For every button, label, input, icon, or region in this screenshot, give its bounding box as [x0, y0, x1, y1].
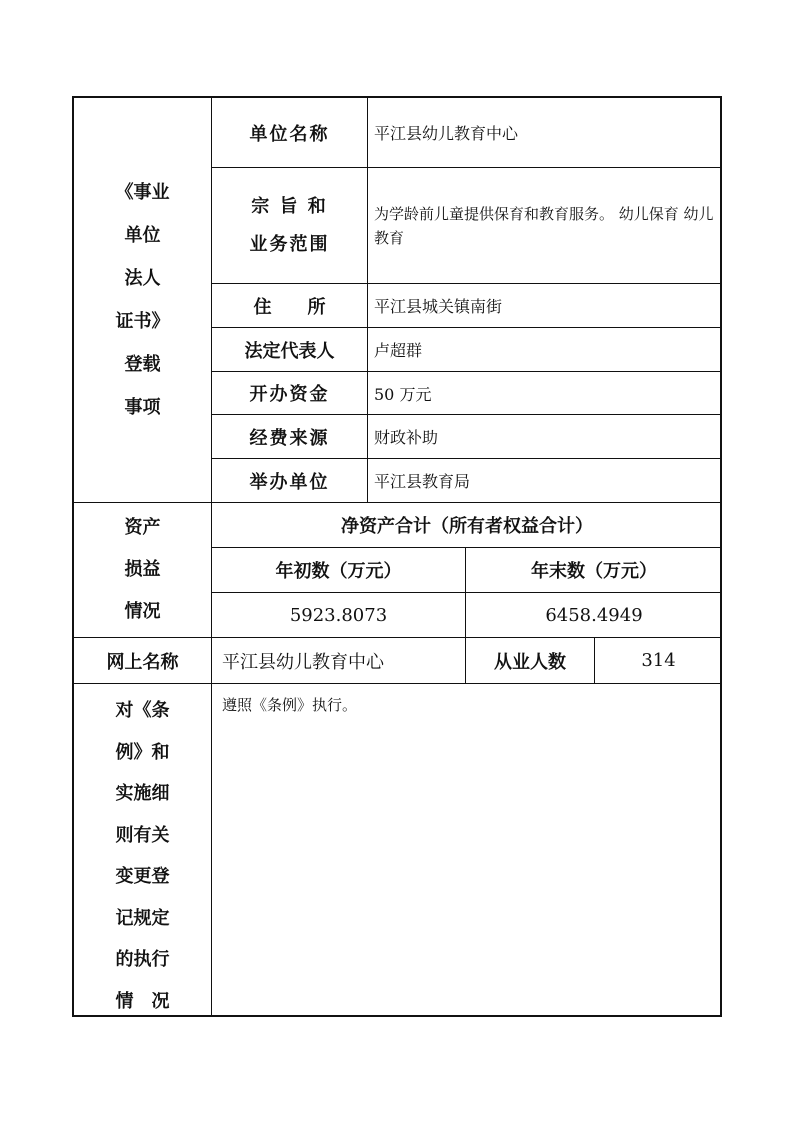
registration-form [72, 96, 722, 1017]
unit-name-value: 平江县幼儿教育中心 [374, 124, 519, 143]
compliance-value: 遵照《条例》执行。 [222, 696, 358, 714]
staff-count-label: 从业人数 [494, 651, 566, 673]
start-of-year-label: 年初数（万元） [275, 561, 402, 582]
staff-count-value: 314 [641, 650, 676, 671]
assets-section-label [74, 503, 211, 637]
sponsor-label: 举办单位 [249, 471, 330, 493]
legal-rep-value: 卢超群 [374, 341, 423, 360]
online-name-value: 平江县幼儿教育中心 [222, 651, 384, 673]
net-assets-header: 净资产合计（所有者权益合计） [341, 516, 593, 537]
label-line: 《事业 [115, 182, 170, 203]
legal-rep-label: 法定代表人 [244, 340, 335, 362]
end-of-year-value: 6458.4949 [545, 604, 643, 626]
label-line: 事项 [124, 397, 161, 418]
end-of-year-label: 年末数（万元） [531, 561, 657, 582]
label-line: 实施细 [115, 783, 170, 804]
purpose-label [212, 168, 367, 283]
label-line: 法人 [124, 268, 161, 289]
unit-name-label: 单位名称 [249, 123, 330, 145]
label-line: 资产 [124, 517, 161, 538]
funding-label: 经费来源 [249, 427, 330, 449]
online-name-label: 网上名称 [106, 651, 179, 673]
compliance-label [74, 684, 211, 1017]
address-label: 住 所 [253, 296, 326, 318]
capital-label: 开办资金 [249, 384, 330, 405]
label-line: 宗 旨 和 [251, 195, 328, 217]
start-of-year-value: 5923.8073 [289, 604, 388, 626]
label-line: 损益 [124, 559, 161, 580]
label-line: 变更登 [115, 866, 170, 887]
label-line: 业务范围 [249, 233, 330, 255]
label-line: 证书》 [115, 311, 170, 332]
label-line: 对《条 [115, 700, 170, 721]
label-line: 记规定 [115, 907, 170, 929]
sponsor-value: 平江县教育局 [374, 472, 471, 491]
registration-section-label [74, 98, 211, 502]
label-line: 情 况 [115, 990, 170, 1012]
address-value: 平江县城关镇南街 [374, 297, 503, 316]
purpose-value: 为学龄前儿童提供保育和教育服务。 幼儿保育 幼儿教育 [374, 204, 714, 247]
label-line: 登载 [124, 354, 161, 375]
funding-value: 财政补助 [374, 428, 439, 447]
label-line: 则有关 [115, 824, 170, 846]
label-line: 单位 [124, 225, 161, 246]
capital-value: 50 万元 [374, 384, 432, 404]
label-line: 的执行 [115, 949, 170, 970]
label-line: 情况 [124, 601, 161, 622]
label-line: 例》和 [115, 741, 170, 763]
